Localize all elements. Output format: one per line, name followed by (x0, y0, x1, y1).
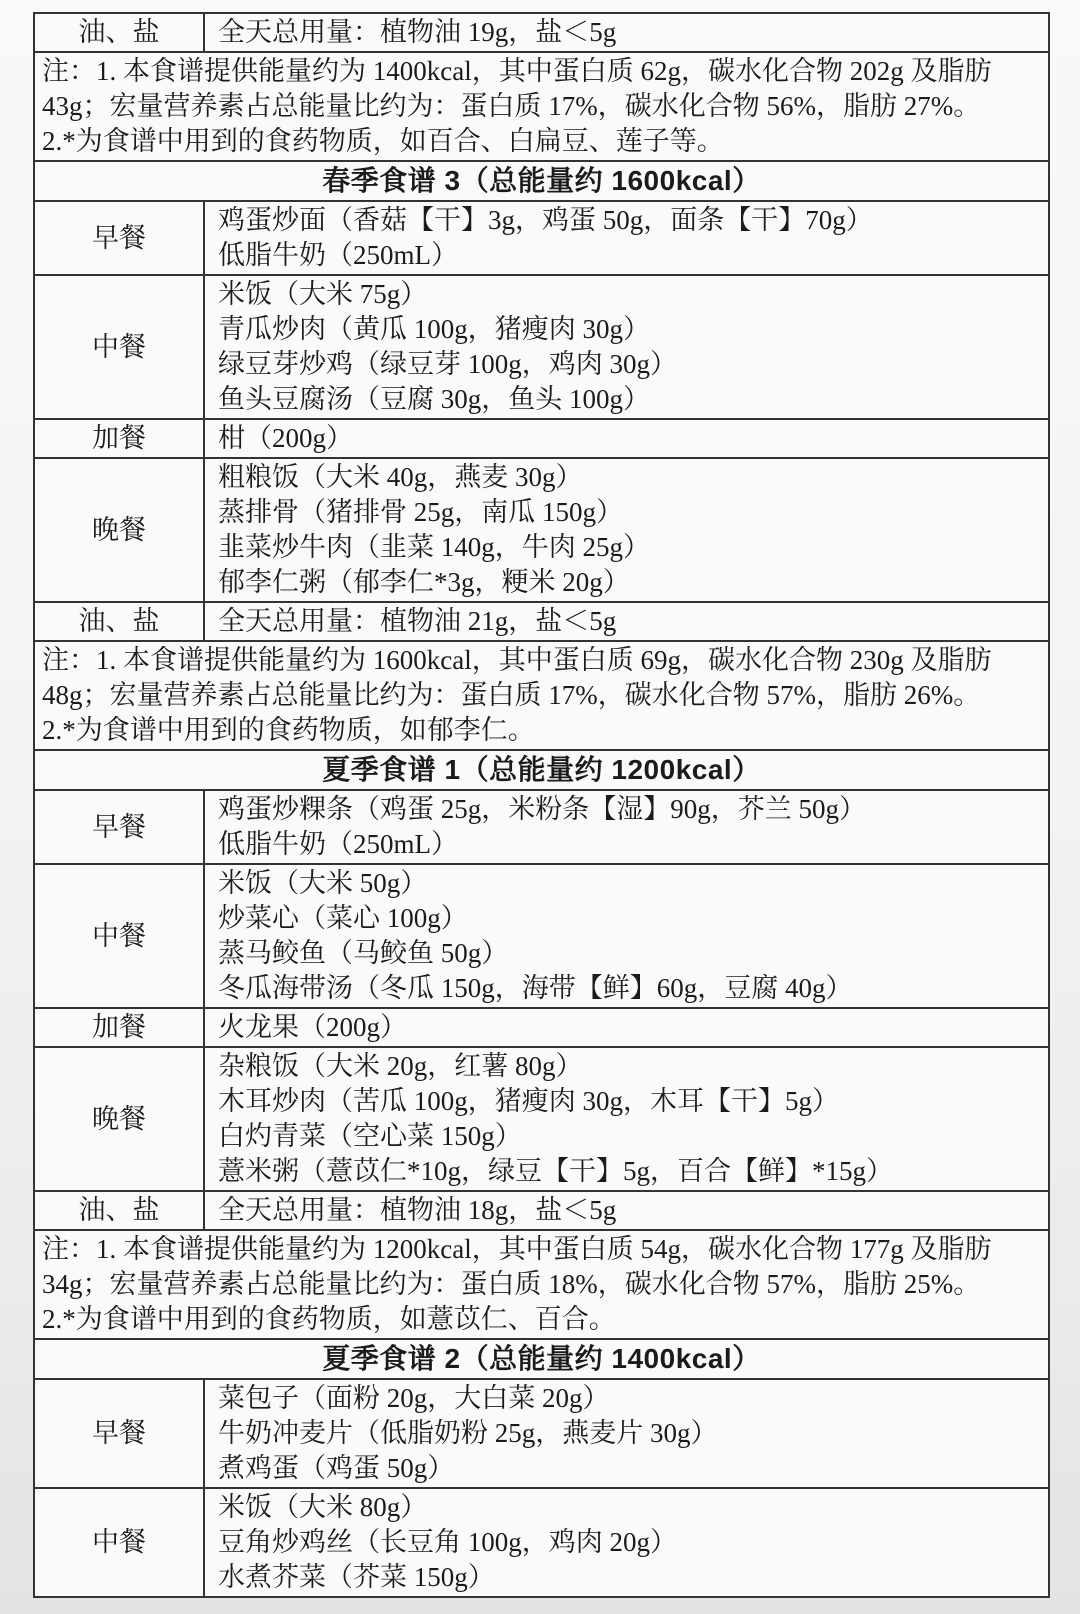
note-line: 注：1. 本食谱提供能量约为 1600kcal，其中蛋白质 69g，碳水化合物 230g 及脂肪 (42, 645, 992, 675)
note-line: 2.*为食谱中用到的食药物质，如郁李仁。 (42, 715, 535, 745)
meal-items (204, 1047, 1049, 1191)
dish-line: 米饭（大米 75g） (218, 279, 428, 309)
dish-line: 薏米粥（薏苡仁*10g，绿豆【干】5g，百合【鲜】*15g） (218, 1156, 893, 1186)
recipe-title: 夏季食谱 2（总能量约 1400kcal） (34, 1339, 1049, 1379)
dish-line: 低脂牛奶（250mL） (218, 240, 458, 270)
meal-row (34, 1379, 1049, 1488)
recipe-title-row (34, 750, 1049, 790)
meal-label: 晚餐 (34, 1047, 204, 1191)
dish-line: 青瓜炒肉（黄瓜 100g，猪瘦肉 30g） (218, 314, 650, 344)
dish-line: 豆角炒鸡丝（长豆角 100g，鸡肉 20g） (218, 1527, 677, 1557)
dish-line: 冬瓜海带汤（冬瓜 150g，海带【鲜】60g，豆腐 40g） (218, 973, 853, 1003)
note-cell (34, 641, 1049, 750)
note-line: 注：1. 本食谱提供能量约为 1200kcal，其中蛋白质 54g，碳水化合物 177g 及脂肪 (42, 1234, 992, 1264)
meal-row (34, 419, 1049, 458)
dish-line: 米饭（大米 50g） (218, 868, 428, 898)
oil-salt-value: 全天总用量：植物油 19g，盐＜5g (218, 17, 617, 47)
dish-line: 杂粮饭（大米 20g，红薯 80g） (218, 1051, 583, 1081)
meal-label: 油、盐 (34, 1191, 204, 1230)
oil-salt-value-cell (204, 13, 1049, 52)
dish-line: 炒菜心（菜心 100g） (218, 903, 468, 933)
oil-salt-row (34, 13, 1049, 52)
dish-line: 牛奶冲麦片（低脂奶粉 25g，燕麦片 30g） (218, 1418, 718, 1448)
note-line: 34g；宏量营养素占总能量比约为：蛋白质 18%，碳水化合物 57%，脂肪 25%。 (42, 1269, 981, 1299)
recipe-title: 夏季食谱 1（总能量约 1200kcal） (34, 750, 1049, 790)
meal-row (34, 201, 1049, 275)
meal-items (204, 275, 1049, 419)
dish-line: 鱼头豆腐汤（豆腐 30g，鱼头 100g） (218, 384, 650, 414)
meal-row (34, 1488, 1049, 1597)
oil-salt-value: 全天总用量：植物油 18g，盐＜5g (218, 1195, 617, 1225)
meal-label: 晚餐 (34, 458, 204, 602)
meal-row (34, 1008, 1049, 1047)
meal-items (204, 458, 1049, 602)
meal-label: 加餐 (34, 419, 204, 458)
dish-line: 木耳炒肉（苦瓜 100g，猪瘦肉 30g，木耳【干】5g） (218, 1086, 839, 1116)
note-line: 注：1. 本食谱提供能量约为 1400kcal，其中蛋白质 62g，碳水化合物 202g 及脂肪 (42, 56, 992, 86)
oil-salt-value-cell (204, 602, 1049, 641)
meal-label: 油、盐 (34, 602, 204, 641)
meal-items (204, 864, 1049, 1008)
meal-items (204, 790, 1049, 864)
dish-line: 鸡蛋炒面（香菇【干】3g，鸡蛋 50g，面条【干】70g） (218, 205, 873, 235)
dish-line: 菜包子（面粉 20g，大白菜 20g） (218, 1383, 610, 1413)
note-row (34, 1230, 1049, 1339)
dish-line: 绿豆芽炒鸡（绿豆芽 100g，鸡肉 30g） (218, 349, 677, 379)
dish-line: 粗粮饭（大米 40g，燕麦 30g） (218, 462, 583, 492)
note-row (34, 641, 1049, 750)
note-line: 43g；宏量营养素占总能量比约为：蛋白质 17%，碳水化合物 56%，脂肪 27%。 (42, 91, 981, 121)
meal-label: 油、盐 (34, 13, 204, 52)
recipe-title-row (34, 1339, 1049, 1379)
meal-row (34, 458, 1049, 602)
meal-row (34, 275, 1049, 419)
note-line: 2.*为食谱中用到的食药物质，如薏苡仁、百合。 (42, 1304, 616, 1334)
dish-line: 水煮芥菜（芥菜 150g） (218, 1562, 495, 1592)
note-cell (34, 52, 1049, 161)
oil-salt-row (34, 602, 1049, 641)
scanned-document-page (0, 12, 1080, 1614)
meal-items (204, 419, 1049, 458)
note-line: 48g；宏量营养素占总能量比约为：蛋白质 17%，碳水化合物 57%，脂肪 26%。 (42, 680, 981, 710)
dish-line: 柑（200g） (218, 423, 353, 453)
meal-row (34, 864, 1049, 1008)
meal-row (34, 1047, 1049, 1191)
dish-line: 煮鸡蛋（鸡蛋 50g） (218, 1453, 455, 1483)
note-line: 2.*为食谱中用到的食药物质，如百合、白扁豆、莲子等。 (42, 126, 724, 156)
meal-items (204, 1008, 1049, 1047)
dish-line: 鸡蛋炒粿条（鸡蛋 25g，米粉条【湿】90g，芥兰 50g） (218, 794, 866, 824)
meal-label: 加餐 (34, 1008, 204, 1047)
meal-label: 中餐 (34, 1488, 204, 1597)
dish-line: 蒸排骨（猪排骨 25g，南瓜 150g） (218, 497, 623, 527)
meal-items (204, 1379, 1049, 1488)
dish-line: 韭菜炒牛肉（韭菜 140g，牛肉 25g） (218, 532, 650, 562)
recipe-title-row (34, 161, 1049, 201)
recipe-title: 春季食谱 3（总能量约 1600kcal） (34, 161, 1049, 201)
dish-line: 白灼青菜（空心菜 150g） (218, 1121, 522, 1151)
dish-line: 蒸马鲛鱼（马鲛鱼 50g） (218, 938, 509, 968)
oil-salt-value: 全天总用量：植物油 21g，盐＜5g (218, 606, 617, 636)
meal-items (204, 201, 1049, 275)
meal-label: 中餐 (34, 275, 204, 419)
meal-label: 早餐 (34, 790, 204, 864)
meal-label: 早餐 (34, 201, 204, 275)
note-cell (34, 1230, 1049, 1339)
meal-row (34, 790, 1049, 864)
oil-salt-row (34, 1191, 1049, 1230)
diet-recipe-table (33, 12, 1050, 1598)
meal-label: 早餐 (34, 1379, 204, 1488)
dish-line: 低脂牛奶（250mL） (218, 829, 458, 859)
dish-line: 米饭（大米 80g） (218, 1492, 428, 1522)
oil-salt-value-cell (204, 1191, 1049, 1230)
meal-items (204, 1488, 1049, 1597)
dish-line: 火龙果（200g） (218, 1012, 407, 1042)
note-row (34, 52, 1049, 161)
meal-label: 中餐 (34, 864, 204, 1008)
dish-line: 郁李仁粥（郁李仁*3g，粳米 20g） (218, 567, 630, 597)
